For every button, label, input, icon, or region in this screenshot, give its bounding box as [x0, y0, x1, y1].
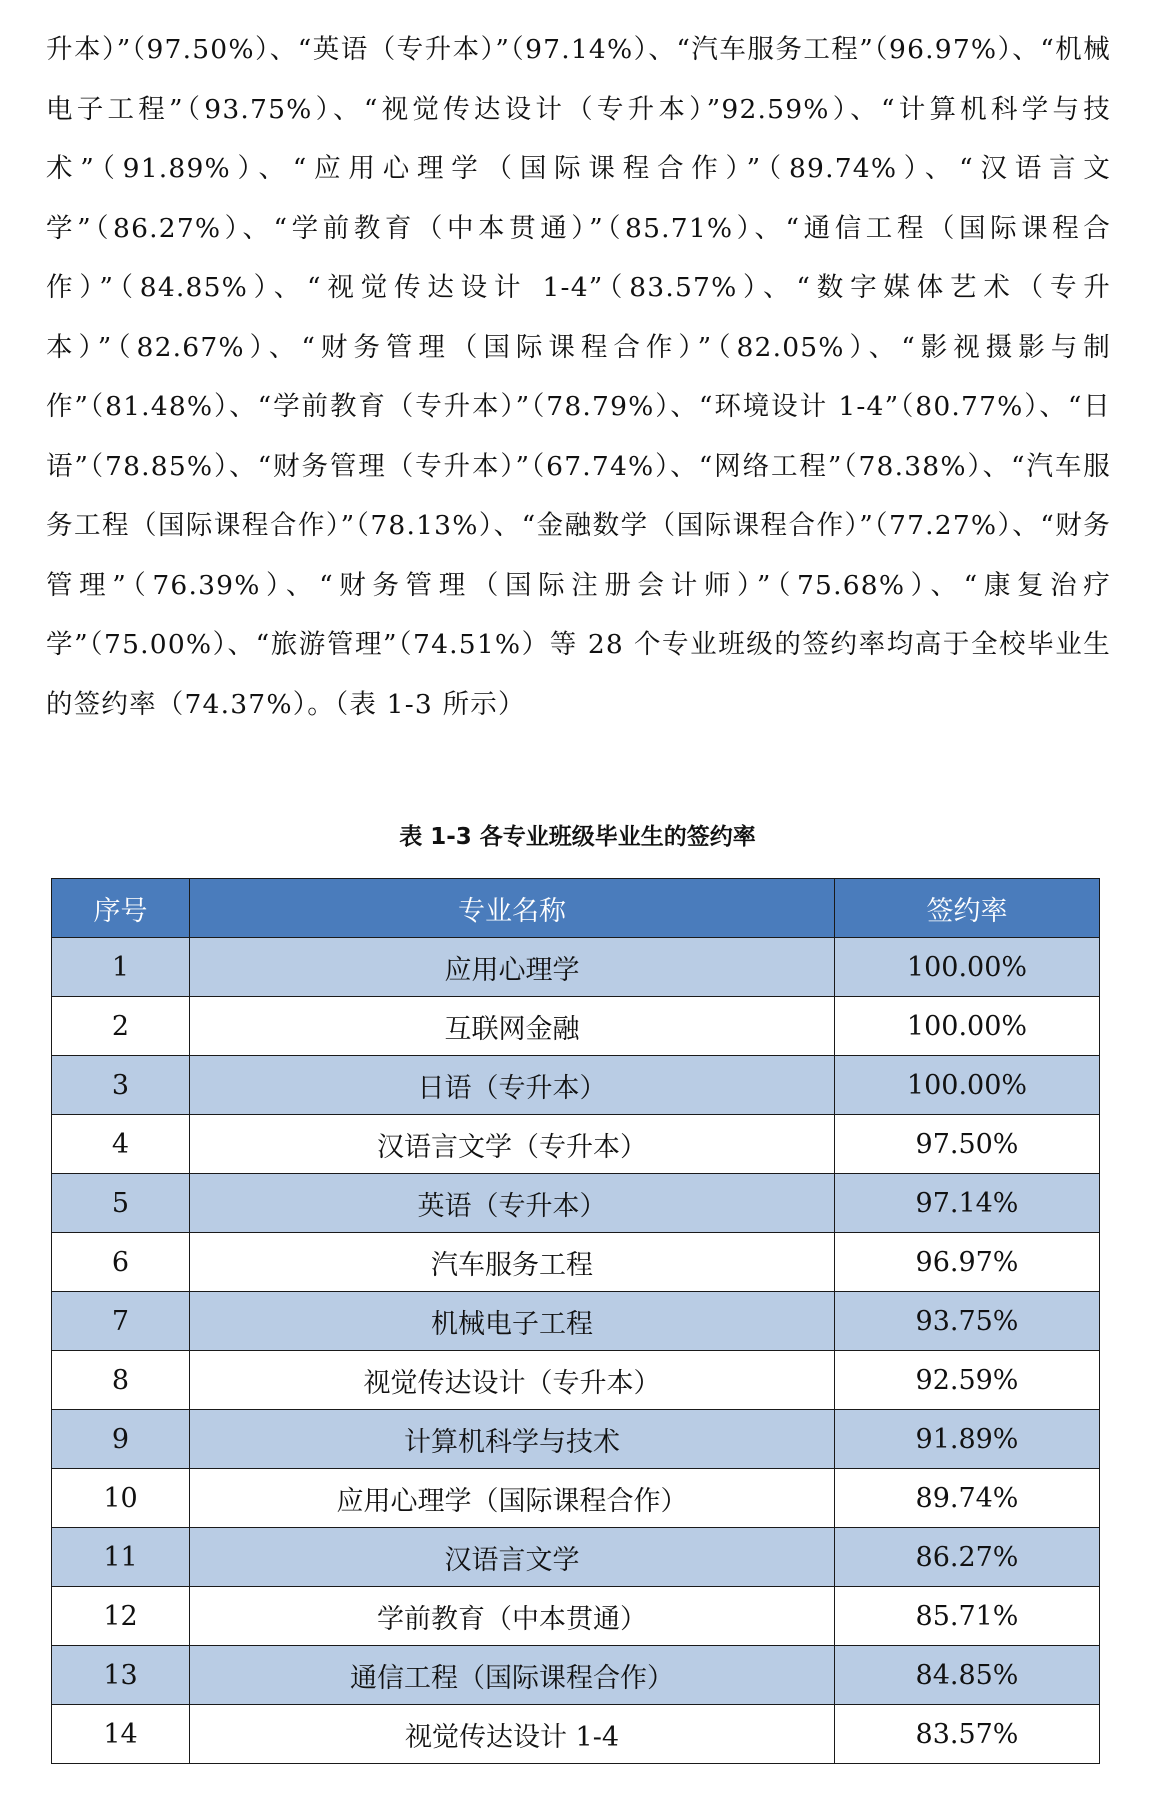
cell-index: 11 — [52, 1528, 190, 1587]
header-major-name: 专业名称 — [190, 879, 835, 938]
table-row — [52, 1233, 1100, 1292]
signing-rate-table — [51, 878, 1100, 1764]
table-row — [52, 1115, 1100, 1174]
table-row — [52, 1292, 1100, 1351]
cell-index: 10 — [52, 1469, 190, 1528]
cell-signing-rate: 84.85% — [835, 1646, 1100, 1705]
cell-index: 1 — [52, 938, 190, 997]
cell-index: 5 — [52, 1174, 190, 1233]
table-row — [52, 1056, 1100, 1115]
table-row — [52, 1351, 1100, 1410]
table-caption: 表 1-3 各专业班级毕业生的签约率 — [399, 824, 756, 850]
cell-index: 14 — [52, 1705, 190, 1764]
cell-index: 13 — [52, 1646, 190, 1705]
cell-major-name: 通信工程（国际课程合作） — [190, 1646, 835, 1705]
cell-index: 3 — [52, 1056, 190, 1115]
cell-index: 6 — [52, 1233, 190, 1292]
table-row — [52, 1528, 1100, 1587]
table-row — [52, 938, 1100, 997]
header-index: 序号 — [52, 879, 190, 938]
cell-index: 7 — [52, 1292, 190, 1351]
header-signing-rate: 签约率 — [835, 879, 1100, 938]
cell-major-name: 汉语言文学 — [190, 1528, 835, 1587]
cell-signing-rate: 89.74% — [835, 1469, 1100, 1528]
cell-index: 4 — [52, 1115, 190, 1174]
table-header-row — [52, 879, 1100, 938]
cell-signing-rate: 100.00% — [835, 1056, 1100, 1115]
cell-signing-rate: 83.57% — [835, 1705, 1100, 1764]
cell-signing-rate: 85.71% — [835, 1587, 1100, 1646]
cell-major-name: 机械电子工程 — [190, 1292, 835, 1351]
cell-signing-rate: 97.50% — [835, 1115, 1100, 1174]
cell-major-name: 应用心理学 — [190, 938, 835, 997]
table-row — [52, 1174, 1100, 1233]
cell-major-name: 日语（专升本） — [190, 1056, 835, 1115]
cell-index: 8 — [52, 1351, 190, 1410]
cell-major-name: 汽车服务工程 — [190, 1233, 835, 1292]
cell-major-name: 视觉传达设计 1-4 — [190, 1705, 835, 1764]
cell-index: 2 — [52, 997, 190, 1056]
cell-major-name: 互联网金融 — [190, 997, 835, 1056]
cell-signing-rate: 93.75% — [835, 1292, 1100, 1351]
cell-signing-rate: 100.00% — [835, 997, 1100, 1056]
cell-signing-rate: 91.89% — [835, 1410, 1100, 1469]
table-row — [52, 1646, 1100, 1705]
table-row — [52, 1705, 1100, 1764]
cell-major-name: 英语（专升本） — [190, 1174, 835, 1233]
cell-major-name: 计算机科学与技术 — [190, 1410, 835, 1469]
cell-signing-rate: 97.14% — [835, 1174, 1100, 1233]
table-row — [52, 997, 1100, 1056]
cell-signing-rate: 92.59% — [835, 1351, 1100, 1410]
body-paragraph: 升本）”（97.50%）、“英语（专升本）”（97.14%）、“汽车服务工程”（96.97%）、“机械电子工程”（93.75%）、“视觉传达设计（专升本）”92.59%）、“计算机科学与技术”（91.89%）、“应用心理学（国际课程合作）”（89.74%）、“汉语言文学”（86.27%）、“学前教育（中本贯通）”（85.71%）、“通信工程（国际课程合作）”（84.85%）、“视觉传达设计 1-4”（83.57%）、“数字媒体艺术（专升本）”（82.67%）、“财务管理（国际课程合作）”（82.05%）、“影视摄影与制作”（81.48%）、“学前教育（专升本）”（78.79%）、“环境设计 1-4”（80.77%）、“日语”（78.85%）、“财务管理（专升本）”（67.74%）、“网络工程”（78.38%）、“汽车服务工程（国际课程合作）”（78.13%）、“金融数学（国际课程合作）”（77.27%）、“财务管理”（76.39%）、“财务管理（国际注册会计师）”（75.68%）、“康复治疗学”（75.00%）、“旅游管理”（74.51%）等 28 个专业班级的签约率均高于全校毕业生的签约率（74.37%）。（表 1-3 所示） — [46, 34, 1111, 720]
table-row — [52, 1469, 1100, 1528]
cell-index: 12 — [52, 1587, 190, 1646]
cell-signing-rate: 100.00% — [835, 938, 1100, 997]
cell-major-name: 应用心理学（国际课程合作） — [190, 1469, 835, 1528]
cell-index: 9 — [52, 1410, 190, 1469]
cell-major-name: 学前教育（中本贯通） — [190, 1587, 835, 1646]
table-body — [52, 938, 1100, 1764]
table-row — [52, 1410, 1100, 1469]
cell-signing-rate: 96.97% — [835, 1233, 1100, 1292]
table-row — [52, 1587, 1100, 1646]
cell-major-name: 视觉传达设计（专升本） — [190, 1351, 835, 1410]
cell-signing-rate: 86.27% — [835, 1528, 1100, 1587]
cell-major-name: 汉语言文学（专升本） — [190, 1115, 835, 1174]
